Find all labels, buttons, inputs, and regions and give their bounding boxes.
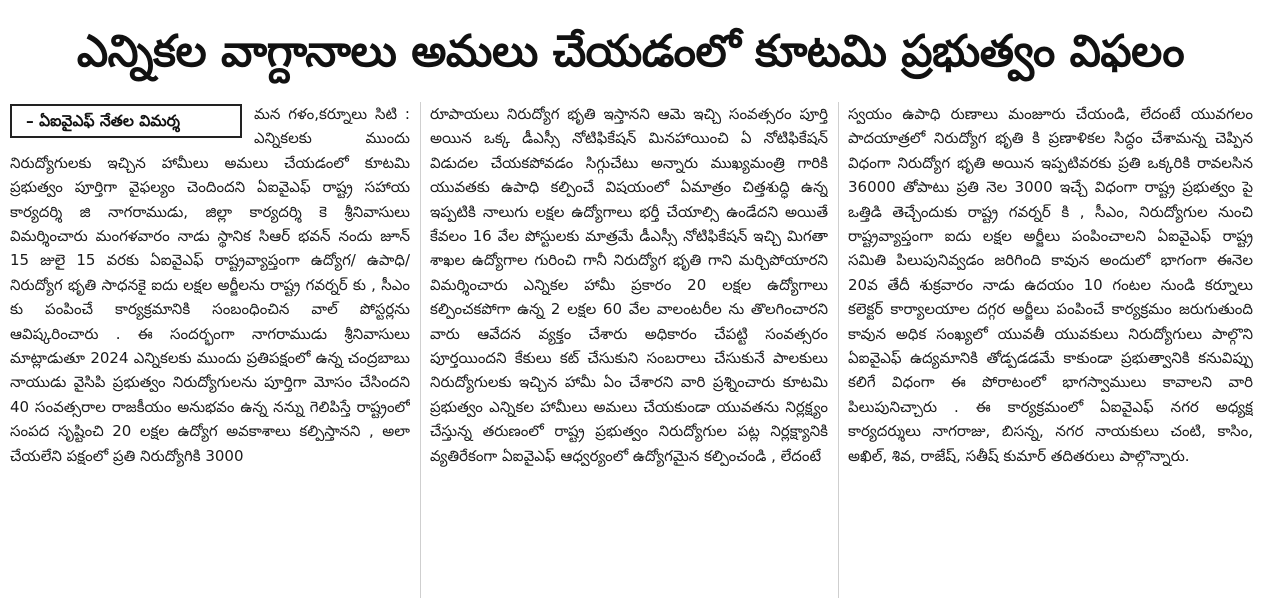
column-1-text: మన గళం,కర్నూలు సిటి : ఎన్నికలకు ముందు నిరుద్యోగులకు ఇచ్చిన హామీలు అమలు చేయడంలో కూటమి ప్రభుత్వం పూర్తిగా వైఫల్యం చెందిందని ఏఐవైఎఫ్ రాష్ట్ర సహాయ కార్యదర్శి జి నాగరాముడు, జిల్లా కార్యదర్శి కె శ్రీనివాసులు విమర్శించారు మంగళవారం నాడు స్థానిక సిఆర్ భవన్ నందు జూన్ 15 జులై 15 వరకు ఏఐవైఎఫ్ రాష్ట్రవ్యాప్తంగా ఉద్యోగ/ ఉపాధి/నిరుద్యోగ భృతి సాధనకై ఐదు లక్షల అర్జీలను రాష్ట్ర గవర్నర్ కు , సీఎం కు పంపించే కార్యక్రమానికి సంబంధించిన వాల్ పోస్టర్లను ఆవిష్కరించారు . ఈ సందర్భంగా నాగరాముడు శ్రీనివాసులు మాట్లాడుతూ 2024 ఎన్నికలకు ముందు ప్రతిపక్షంలో ఉన్న చంద్రబాబు నాయుడు వైసిపి ప్రభుత్వం నిరుద్యోగులను పూర్తిగా మోసం చేసిందని 40 సంవత్సరాల రాజకీయం అనుభవం ఉన్న నన్ను గెలిపిస్తే రాష్ట్రంలో సంపద సృష్టించి 20 లక్షల ఉద్యోగ అవకాశాలు కల్పిస్తానని , అలా చేయలేని పక్షంలో ప్రతి నిరుద్యోగికి 3000 <box>10 105 410 465</box>
column-divider <box>838 102 839 598</box>
article-body <box>10 102 1255 598</box>
column-divider <box>420 102 421 598</box>
article-column-3 <box>848 102 1253 598</box>
column-3-text: స్వయం ఉపాధి రుణాలు మంజూరు చేయండి, లేదంటే యువగలం పాదయాత్రలో నిరుద్యోగ భృతి కి ప్రణాళికల సిద్ధం చేశామన్న చెప్పిన విధంగా నిరుద్యోగ భృతి అయిన ఇప్పటివరకు ప్రతి ఒక్కరికి రావలసిన 36000 తోపాటు ప్రతి నెల 3000 ఇచ్చే విధంగా రాష్ట్ర ప్రభుత్వం పై ఒత్తిడి తెచ్చేందుకు రాష్ట్ర గవర్నర్ కి , సీఎం, నిరుద్యోగుల నుంచి రాష్ట్రవ్యాప్తంగా ఐదు లక్షల అర్జీలు పంపించాలని ఏఐవైఎఫ్ రాష్ట్ర సమితి పిలుపునివ్వడం జరిగింది కావున అందులో భాగంగా ఈనెల 20వ తేదీ శుక్రవారం నాడు ఉదయం 10 గంటల నుండి కర్నూలు కలెక్టర్ కార్యాలయాల దగ్గర అర్జీలు పంపించే కార్యక్రమం జరుగుతుంది కావున అధిక సంఖ్యలో యువతీ యువకులు నిరుద్యోగులు పాల్గొని ఏఐవైఎఫ్ ఉద్యమానికి తోడ్పడడమే కాకుండా ప్రభుత్వానికి కనువిప్పు కలిగే విధంగా ఈ పోరాటంలో భాగస్వాములు కావాలని వారి పిలుపునిచ్చారు . ఈ కార్యక్రమంలో ఏఐవైఎఫ్ నగర అధ్యక్ష కార్యదర్శులు నాగరాజు, బిసన్న, నగర నాయకులు చంటి, కాసిం, అఖిల్, శివ, రాజేష్, సతీష్ కుమార్ తదితరులు పాల్గొన్నారు. <box>848 105 1253 465</box>
subheading-box: – ఏఐవైఎఫ్ నేతల విమర్శ <box>10 104 242 138</box>
article-column-2 <box>430 102 828 598</box>
article-column-1 <box>10 102 410 598</box>
column-2-text: రూపాయలు నిరుద్యోగ భృతి ఇస్తానని ఆమె ఇచ్చి సంవత్సరం పూర్తి అయిన ఒక్క డీఎస్సీ నోటిఫికేషన్ మినహాయించి ఏ నోటిఫికేషన్ విడుదల చేయకపోవడం సిగ్గుచేటు అన్నారు ముఖ్యమంత్రి గారికి యువతకు ఉపాధి కల్పించే విషయంలో ఏమాత్రం చిత్తశుద్ధి ఉన్న ఇప్పటికి నాలుగు లక్షల ఉద్యోగాలు భర్తీ చేయాల్సి ఉండేదని అయితే కేవలం 16 వేల పోస్టులకు మాత్రమే డీఎస్సీ నోటిఫికేషన్ ఇచ్చి మిగతా శాఖల ఉద్యోగాల గురించి గానీ నిరుద్యోగ భృతి గాని మర్చిపోయారని విమర్శించారు ఎన్నికల హామీ ప్రకారం 20 లక్షల ఉద్యోగాలు కల్పించకపోగా ఉన్న 2 లక్షల 60 వేల వాలంటరీల ను తొలగించారని వారు ఆవేదన వ్యక్తం చేశారు అధికారం చేపట్టి సంవత్సరం పూర్తయిందని కేకులు కట్ చేసుకుని సంబరాలు చేసుకునే పాలకులు నిరుద్యోగులకు ఇచ్చిన హామీ ఏం చేశారని వారి ప్రశ్నించారు కూటమి ప్రభుత్వం ఎన్నికల హామీలు అమలు చేయకుండా యువతను నిర్లక్ష్యం చేస్తున్న తరుణంలో రాష్ట్ర ప్రభుత్వం నిరుద్యోగుల పట్ల నిర్లక్ష్యానికి వ్యతిరేకంగా ఏఐవైఎఫ్ ఆధ్వర్యంలో ఉద్యోగమైన కల్పించండి , లేదంటే <box>430 105 828 465</box>
headline: ఎన్నికల వాగ్దానాలు అమలు చేయడంలో కూటమి ప్రభుత్వం విఫలం <box>76 26 1185 77</box>
